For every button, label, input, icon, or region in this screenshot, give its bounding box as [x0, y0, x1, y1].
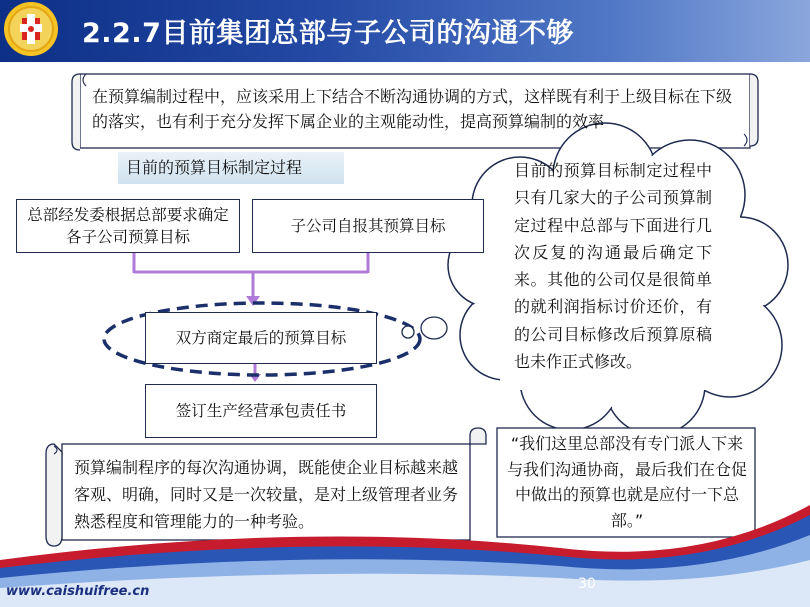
step-sign-box: [145, 384, 377, 438]
page-title: 2.2.7目前集团总部与子公司的沟通不够: [82, 18, 574, 49]
quote-text: “我们这里总部没有专门派人下来与我们沟通协商，最后我们在仓促中做出的预算也就是应付一下总部。”: [506, 434, 747, 530]
thought-bubble-medium: [421, 317, 447, 339]
step-subsidiary-text: 子公司自报其预算目标: [290, 217, 446, 235]
footer-url-link[interactable]: www.caishuifree.cn: [6, 584, 150, 599]
bottom-note-text: 预算编制程序的每次沟通协调，既能使企业目标越来越客观、明确，同时又是一次较量，是对上级管理者业务熟悉程度和管理能力的一种考验。: [74, 458, 459, 531]
intro-text: 在预算编制过程中，应该采用上下结合不断沟通协调的方式，这样既有利于上级目标在下级的落实，也有利于充分发挥下属企业的主观能动性，提高预算编制的效率: [92, 87, 733, 131]
step-negotiate-box: [145, 312, 377, 364]
step-hq-box: [16, 199, 240, 253]
page-number: 30: [578, 576, 596, 592]
cloud-text: 目前的预算目标制定过程中只有几家大的子公司预算制定过程中总部与下面进行几次反复的沟通最后确定下来。其他的公司仅是很简单的就利润指标讨价还价，有的公司目标修改后预算原稿也未作正式修改。: [514, 161, 712, 372]
step-subsidiary-box: [252, 199, 484, 253]
step-hq-text: 总部经发委根据总部要求确定各子公司预算目标: [27, 206, 229, 246]
step-negotiate-text: 双方商定最后的预算目标: [175, 329, 347, 347]
thought-bubble-small: [402, 326, 414, 338]
step-sign-text: 签订生产经营承包责任书: [175, 402, 347, 420]
process-label: 目前的预算目标制定过程: [118, 152, 344, 184]
